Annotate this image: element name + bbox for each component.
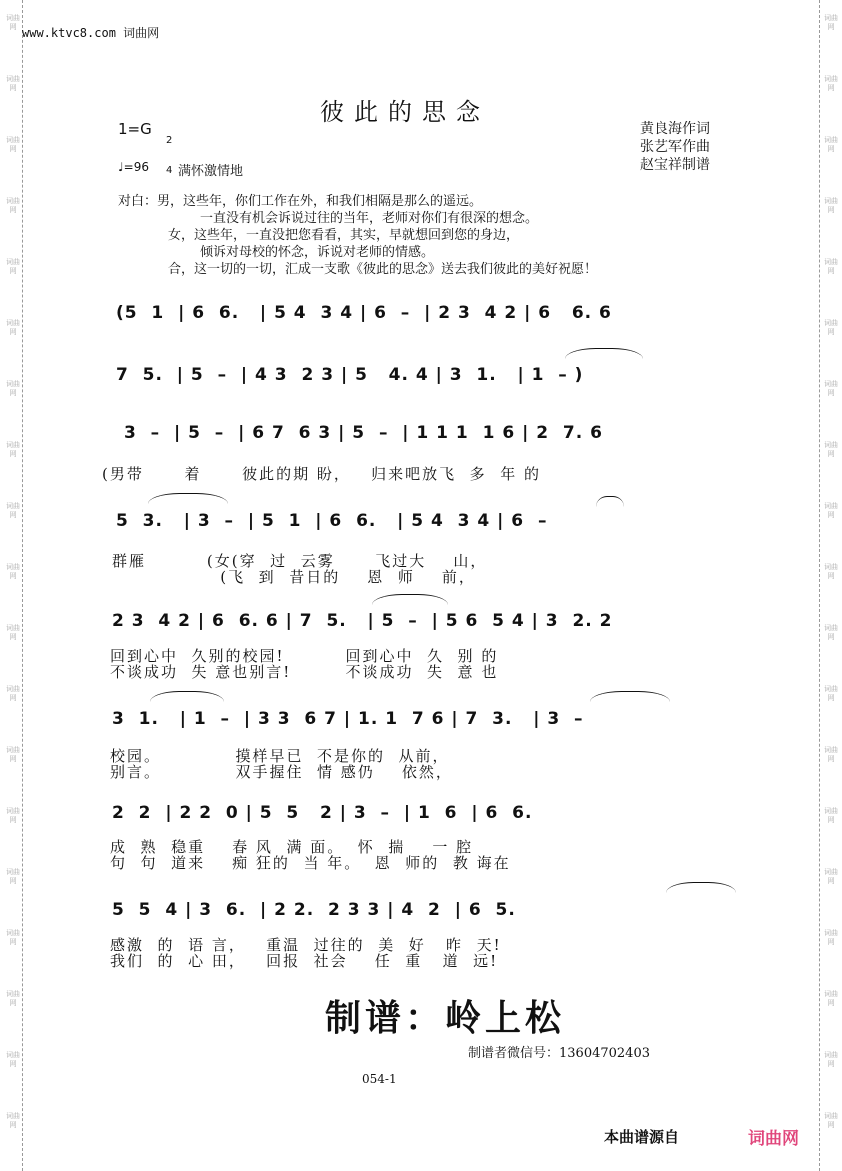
notation-row-6: 3 1. | 1 – | 3 3 6 7 | 1. 1 7 6 | 7 3. | 3 – (112, 709, 584, 729)
tie-mark (590, 691, 670, 702)
tie-mark (150, 691, 224, 702)
dialogue-line-2: 一直没有机会诉说过往的当年，老师对你们有很深的想念。 (200, 211, 539, 226)
tie-mark (666, 882, 736, 893)
source-brand-logo[interactable]: 词曲网 (748, 1129, 799, 1149)
notation-row-8: 5 5 4 | 3 6. | 2 2. 2 3 3 | 4 2 | 6 5. (112, 900, 516, 920)
notation-row-4: 5 3. | 3 – | 5 1 | 6 6. | 5 4 3 4 | 6 – (116, 511, 548, 531)
side-watermark: 词曲网 (6, 197, 20, 214)
side-watermark: 词曲网 (824, 258, 838, 275)
side-watermark: 词曲网 (6, 624, 20, 641)
side-watermark: 词曲网 (6, 990, 20, 1007)
side-watermark: 词曲网 (6, 136, 20, 153)
tie-mark (148, 493, 228, 504)
notation-row-5: 2 3 4 2 | 6 6. 6 | 7 5. | 5 – | 5 6 5 4 | 3 2. 2 (112, 611, 613, 631)
side-watermark: 词曲网 (824, 502, 838, 519)
lyrics-row-8a: 感激 的 语 言， 重温 过往的 美 好 昨 天! (110, 936, 502, 954)
lyrics-row-8b: 我们 的 心 田， 回报 社会 任 重 道 远! (110, 952, 499, 970)
side-watermark: 词曲网 (824, 929, 838, 946)
slur-mark (596, 496, 624, 507)
side-watermark: 词曲网 (6, 685, 20, 702)
lyrics-row-6b: 别言。 双手握住 情 感仍 依然， (110, 763, 453, 781)
side-watermark: 词曲网 (824, 136, 838, 153)
side-watermark: 词曲网 (824, 441, 838, 458)
side-watermark: 词曲网 (6, 14, 20, 31)
side-watermark: 词曲网 (824, 380, 838, 397)
side-watermark: 词曲网 (6, 563, 20, 580)
lyrics-row-5a: 回到心中 久别的校园! 回到心中 久 别 的 (110, 647, 499, 665)
side-watermark: 词曲网 (824, 1112, 838, 1129)
tie-mark (565, 348, 643, 359)
lyrics-row-5b: 不谈成功 失 意也别言! 不谈成功 失 意 也 (110, 663, 499, 681)
side-watermark: 词曲网 (6, 258, 20, 275)
notation-row-2: 7 5. | 5 – | 4 3 2 3 | 5 4. 4 | 3 1. | 1 – ) (116, 365, 584, 385)
side-watermark: 词曲网 (824, 197, 838, 214)
side-watermark: 词曲网 (824, 868, 838, 885)
side-watermark: 词曲网 (824, 807, 838, 824)
lyricist-credit: 黄良海作词 (640, 121, 710, 137)
notation-row-1: (5 1 | 6 6. | 5 4 3 4 | 6 – | 2 3 4 2 | 6 6. 6 (116, 303, 612, 323)
side-watermark: 词曲网 (824, 75, 838, 92)
side-watermark: 词曲网 (6, 441, 20, 458)
side-watermark: 词曲网 (6, 1112, 20, 1129)
side-watermark: 词曲网 (6, 319, 20, 336)
side-watermark: 词曲网 (824, 319, 838, 336)
notation-row-7: 2 2 | 2 2 0 | 5 5 2 | 3 – | 1 6 | 6 6. (112, 803, 533, 823)
lyrics-row-6a: 校园。 摸样早已 不是你的 从前， (110, 747, 450, 765)
dialogue-line-4: 倾诉对母校的怀念，诉说对老师的情感。 (200, 245, 435, 260)
tempo-marking: ♩=96 (118, 160, 149, 174)
side-watermark: 词曲网 (6, 746, 20, 763)
side-watermark: 词曲网 (824, 685, 838, 702)
side-watermark: 词曲网 (6, 502, 20, 519)
time-signature (166, 116, 172, 186)
lyrics-row-4a: 群雁 (女(穿 过 云雾 飞过大 山， (112, 552, 488, 570)
meter-top: 2 (166, 135, 173, 146)
credits (640, 120, 760, 174)
lyrics-row-4b: (飞 到 昔日的 恩 师 前， (112, 568, 476, 586)
side-watermark: 词曲网 (6, 868, 20, 885)
page-number: 054-1 (362, 1072, 397, 1086)
side-watermark: 词曲网 (824, 1051, 838, 1068)
dialogue-line-1: 对白：男，这些年，你们工作在外，和我们相隔是那么的遥远。 (118, 194, 483, 209)
dialogue-line-3: 女，这些年，一直没把您看看，其实，早就想回到您的身边， (168, 228, 520, 243)
tie-mark (372, 594, 448, 605)
side-watermark: 词曲网 (6, 380, 20, 397)
side-watermark: 词曲网 (824, 990, 838, 1007)
site-header[interactable]: www.ktvc8.com 词曲网 (22, 26, 160, 40)
lyrics-row-3: (男带 着 彼此的期 盼， 归来吧放飞 多 年 的 (102, 465, 541, 483)
side-watermark: 词曲网 (824, 624, 838, 641)
notation-row-3: 3 – | 5 – | 6 7 6 3 | 5 – | 1 1 1 1 6 | 2 7. 6 (124, 423, 603, 443)
song-title: 彼此的思念 (320, 98, 490, 126)
lyrics-row-7b: 句 句 道来 痴 狂的 当 年。 恩 师的 教 诲在 (110, 854, 511, 872)
expression-marking: 满怀激情地 (178, 164, 244, 179)
wechat-contact: 制谱者微信号：13604702403 (468, 1046, 650, 1061)
meter-bottom: 4 (166, 165, 173, 176)
side-watermark: 词曲网 (824, 563, 838, 580)
key-signature: 1=G (118, 120, 152, 138)
side-watermark: 词曲网 (6, 807, 20, 824)
composer-credit: 张艺军作曲 (640, 139, 710, 155)
arranger-credit: 赵宝祥制谱 (640, 157, 710, 173)
lyrics-row-7a: 成 熟 稳重 春 风 满 面。 怀 揣 一 腔 (110, 838, 474, 856)
side-watermark: 词曲网 (6, 929, 20, 946)
side-watermark: 词曲网 (824, 14, 838, 31)
dialogue-line-5: 合，这一切的一切，汇成一支歌《彼此的思念》送去我们彼此的美好祝愿！ (168, 262, 598, 277)
side-watermark: 词曲网 (824, 746, 838, 763)
source-label: 本曲谱源自 (604, 1128, 680, 1146)
arranger-signature: 制谱：岭上松 (325, 997, 566, 1039)
side-watermark: 词曲网 (6, 1051, 20, 1068)
side-watermark: 词曲网 (6, 75, 20, 92)
